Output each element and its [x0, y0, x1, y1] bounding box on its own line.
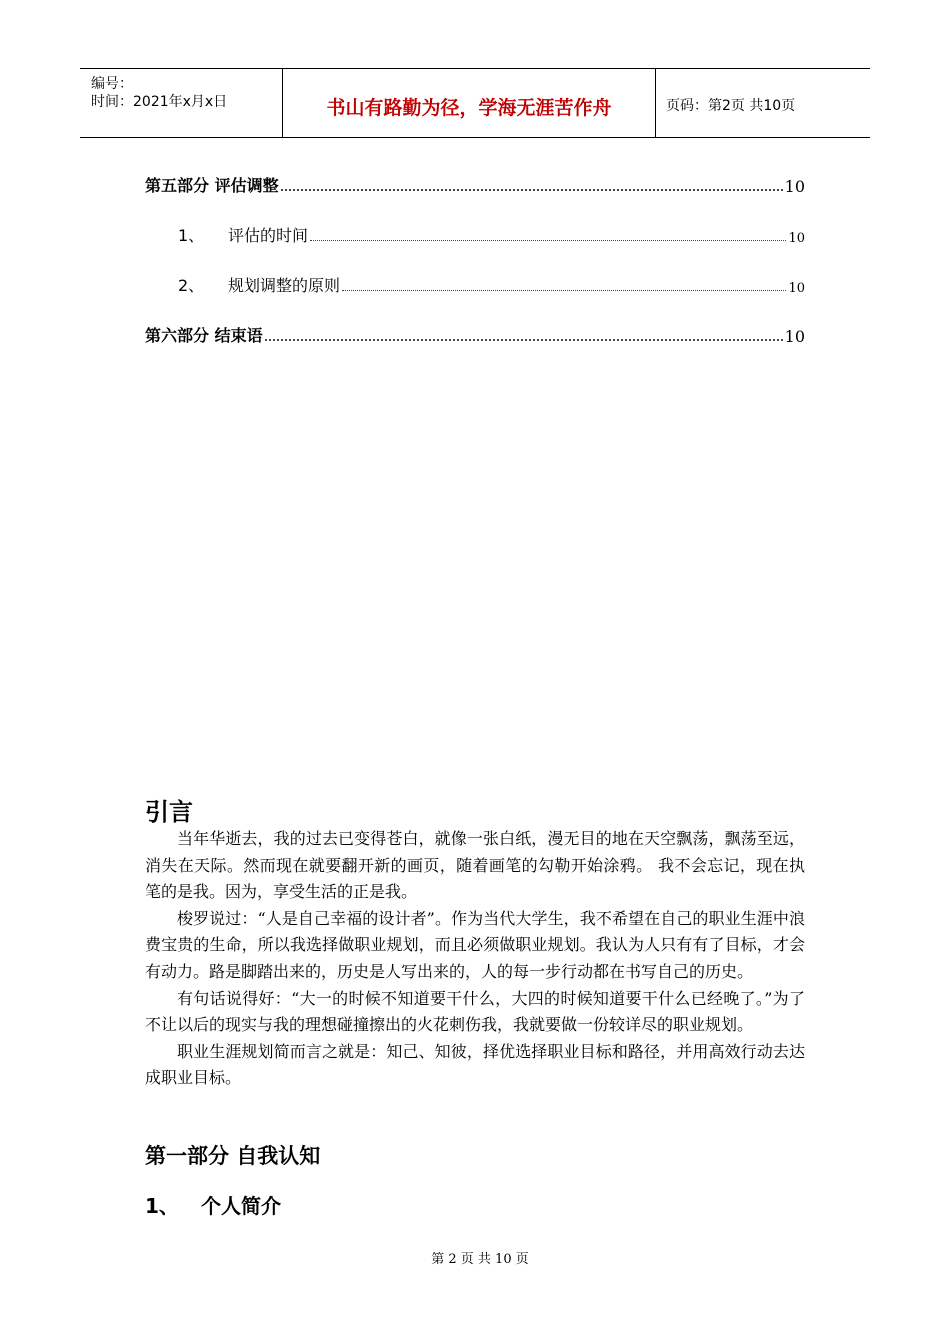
intro-body	[145, 826, 805, 1092]
toc-entry[interactable]	[145, 172, 805, 196]
toc-leader-dots	[281, 189, 783, 191]
intro-paragraph: 有句话说得好：“大一的时候不知道要干什么，大四的时候知道要干什么已经晚了。”为了不让以后的现实与我的理想碰撞擦出的火花刺伤我，我就要做一份较详尽的职业规划。	[145, 988, 805, 1035]
page-header	[80, 68, 870, 138]
header-page-info: 页码：第2页 共10页	[666, 98, 796, 114]
toc-leader-dots	[342, 290, 786, 291]
part-heading: 第一部分 自我认知	[145, 1144, 321, 1168]
intro-paragraph: 职业生涯规划简而言之就是：知己、知彼，择优选择职业目标和路径，并用高效行动去达成职业目标。	[145, 1041, 805, 1088]
toc-entry-label: 第五部分 评估调整	[145, 176, 279, 195]
toc-entry[interactable]	[178, 222, 805, 246]
toc-entry-page: 10	[788, 281, 805, 296]
toc-entry-label: 第六部分 结束语	[145, 326, 263, 345]
intro-paragraph: 梭罗说过：“人是自己幸福的设计者”。作为当代大学生，我不希望在自己的职业生涯中浪费宝贵的生命，所以我选择做职业规划，而且必须做职业规划。我认为人只有有了目标，才会有动力。路是脚踏出来的，历史是人写出来的，人的每一步行动都在书写自己的历史。	[145, 908, 805, 981]
toc-entry-label: 评估的时间	[228, 226, 309, 245]
toc-leader-dots	[310, 240, 786, 241]
page-footer: 第 2 页 共 10 页	[431, 1252, 529, 1267]
intro-heading: 引言	[145, 798, 193, 826]
toc-entry-page: 10	[788, 231, 805, 246]
section-title: 个人简介	[201, 1194, 281, 1218]
header-motto-cell	[283, 69, 656, 137]
header-page-cell	[656, 69, 870, 137]
toc-entry[interactable]	[145, 322, 805, 346]
section-number: 1、	[145, 1194, 179, 1218]
toc-entry-number: 2、	[178, 276, 205, 295]
header-meta-cell	[80, 69, 283, 137]
toc-entry-number: 1、	[178, 226, 205, 245]
document-number-label: 编号：	[91, 76, 133, 92]
header-motto: 书山有路勤为径，学海无涯苦作舟	[326, 97, 612, 119]
toc-entry-page: 10	[784, 177, 805, 196]
intro-paragraph: 当年华逝去，我的过去已变得苍白，就像一张白纸，漫无目的地在天空飘荡，飘荡至远，消失在天际。然而现在就要翻开新的画页，随着画笔的勾勒开始涂鸦。 我不会忘记，现在执笔的是我。因为，享受生活的正是我。	[145, 829, 805, 902]
toc-entry-label: 规划调整的原则	[228, 276, 341, 295]
document-date: 时间：2021年x月x日	[91, 94, 228, 110]
section-heading	[145, 1190, 281, 1219]
toc-leader-dots	[265, 339, 783, 341]
toc-entry-page: 10	[784, 327, 805, 346]
toc-entry[interactable]	[178, 272, 805, 296]
